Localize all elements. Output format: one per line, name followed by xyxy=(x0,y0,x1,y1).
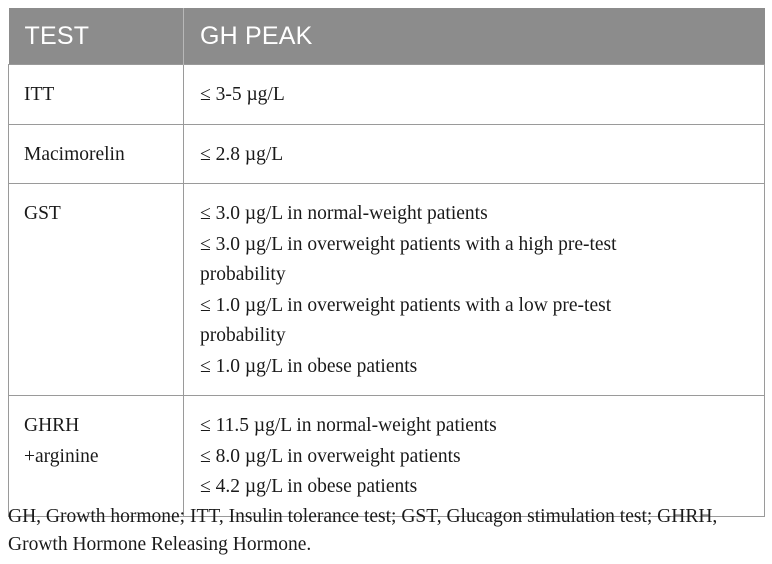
test-name-line: GHRH xyxy=(24,415,80,436)
cell-gh-peak xyxy=(184,396,765,517)
cell-test xyxy=(9,124,184,184)
gh-peak-line: ≤ 3.0 µg/L in normal-weight patients xyxy=(200,203,488,224)
footnote-line: GH, Growth hormone; ITT, Insulin tolerance test; GST, Glucagon stimulation test; GHRH, xyxy=(8,506,718,527)
table-header xyxy=(9,8,765,65)
gh-peak-line: ≤ 8.0 µg/L in overweight patients xyxy=(200,445,461,467)
table-row-gst xyxy=(9,184,765,396)
gh-peak-line: probability xyxy=(200,264,286,285)
table-body xyxy=(9,65,765,517)
gh-peak-line: ≤ 4.2 µg/L in obese patients xyxy=(200,476,418,497)
test-name: ITT xyxy=(24,84,55,105)
header-row xyxy=(9,8,765,65)
cell-test xyxy=(9,184,184,396)
gh-peak-table xyxy=(8,8,765,517)
gh-peak-line: ≤ 1.0 µg/L in overweight patients with a low pre-test xyxy=(200,294,612,316)
test-name: GST xyxy=(24,203,61,224)
gh-peak-value: ≤ 2.8 µg/L xyxy=(200,143,284,165)
gh-peak-line: ≤ 1.0 µg/L in obese patients xyxy=(200,355,418,377)
cell-gh-peak xyxy=(184,184,765,396)
gh-peak-line: probability xyxy=(200,325,286,346)
gh-peak-table-container xyxy=(8,8,764,517)
gh-peak-value: ≤ 3-5 µg/L xyxy=(200,84,285,105)
table-row-macimorelin xyxy=(9,124,765,184)
footnote-line: Growth Hormone Releasing Hormone. xyxy=(8,534,312,555)
gh-peak-line: ≤ 3.0 µg/L in overweight patients with a high pre-test xyxy=(200,233,617,255)
gh-peak-line: ≤ 11.5 µg/L in normal-weight patients xyxy=(200,415,497,436)
cell-gh-peak xyxy=(184,65,765,125)
header-test: TEST xyxy=(9,8,184,65)
cell-gh-peak xyxy=(184,124,765,184)
test-name: Macimorelin xyxy=(24,143,125,165)
table-row-ghrh-arginine xyxy=(9,396,765,517)
table-footnote xyxy=(8,503,768,559)
header-gh-peak: GH PEAK xyxy=(184,8,765,65)
table-row-itt xyxy=(9,65,765,125)
cell-test xyxy=(9,396,184,517)
cell-test xyxy=(9,65,184,125)
test-name-line: +arginine xyxy=(24,445,99,467)
